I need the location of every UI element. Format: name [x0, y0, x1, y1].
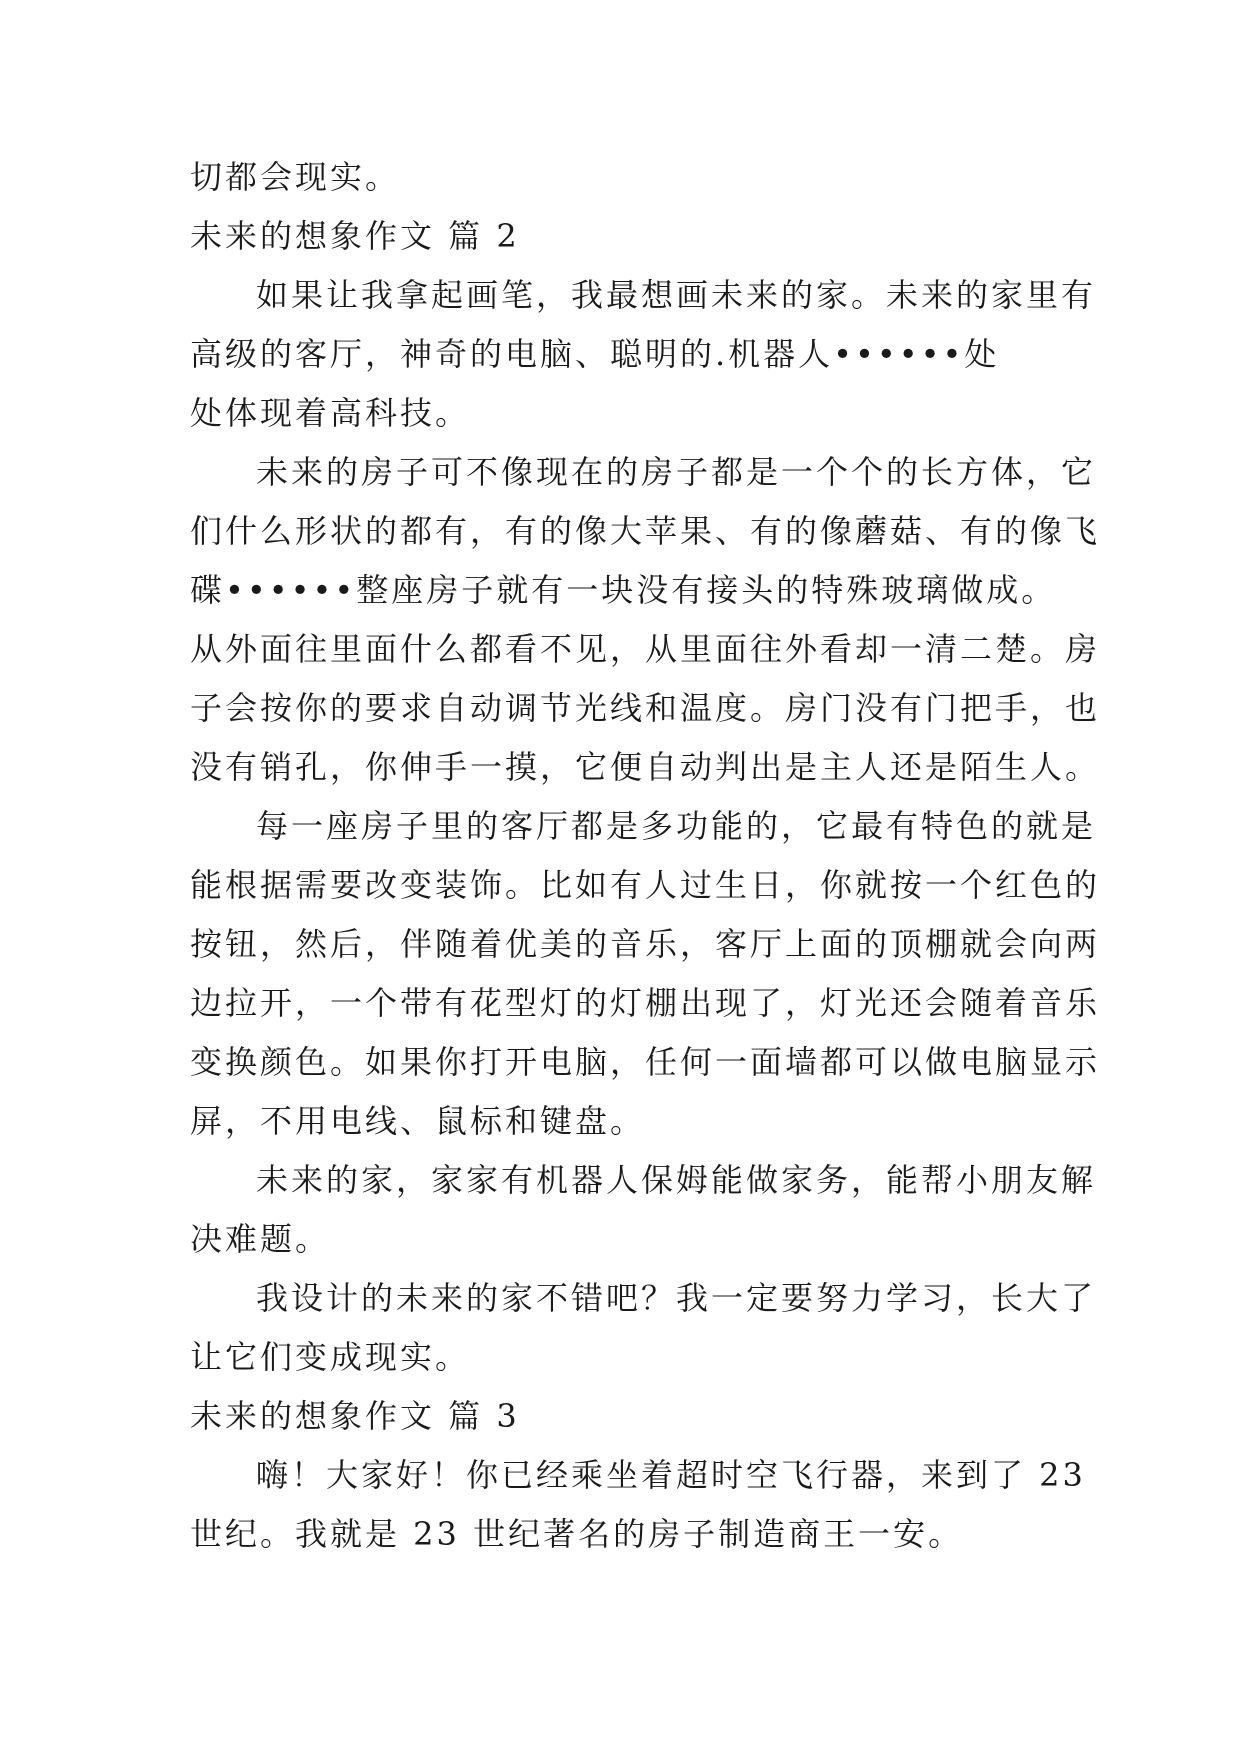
- paragraph-line: 没有销孔，你伸手一摸，它便自动判出是主人还是陌生人。: [190, 748, 1101, 786]
- paragraph-line: 我设计的未来的家不错吧？我一定要努力学习，长大了: [256, 1279, 1097, 1317]
- paragraph-line: 边拉开，一个带有花型灯的灯棚出现了，灯光还会随着音乐: [190, 984, 1101, 1022]
- paragraph-line: 高级的客厅，神奇的电脑、聪明的.机器人••••••处: [190, 335, 1000, 373]
- document-page: [190, 148, 1101, 1564]
- paragraph-line: 让它们变成现实。: [190, 1338, 471, 1376]
- paragraph-line: 屏，不用电线、鼠标和键盘。: [190, 1102, 646, 1140]
- paragraph-line: 每一座房子里的客厅都是多功能的，它最有特色的就是: [256, 807, 1097, 845]
- paragraph-line: 从外面往里面什么都看不见，从里面往外看却一清二楚。房: [190, 630, 1101, 668]
- paragraph-line: 未来的家，家家有机器人保姆能做家务，能帮小朋友解: [256, 1161, 1097, 1199]
- paragraph-line: 处体现着高科技。: [190, 394, 471, 432]
- paragraph-line: 按钮，然后，伴随着优美的音乐，客厅上面的顶棚就会向两: [190, 925, 1101, 963]
- paragraph-line: 子会按你的要求自动调节光线和温度。房门没有门把手，也: [190, 689, 1101, 727]
- paragraph-line: 未来的房子可不像现在的房子都是一个个的长方体，它: [256, 453, 1097, 491]
- paragraph-line: 们什么形状的都有，有的像大苹果、有的像蘑菇、有的像飞: [190, 512, 1101, 550]
- paragraph-line: 如果让我拿起画笔，我最想画未来的家。未来的家里有: [256, 276, 1097, 314]
- paragraph-line: 能根据需要改变装饰。比如有人过生日，你就按一个红色的: [190, 866, 1101, 904]
- paragraph-line: 世纪。我就是 23 世纪著名的房子制造商王一安。: [190, 1515, 964, 1553]
- section-heading: 未来的想象作文 篇 2: [190, 217, 520, 255]
- paragraph-line: 嗨！大家好！你已经乘坐着超时空飞行器，来到了 23: [256, 1456, 1086, 1494]
- paragraph-line: 变换颜色。如果你打开电脑，任何一面墙都可以做电脑显示: [190, 1043, 1101, 1081]
- section-heading: 未来的想象作文 篇 3: [190, 1397, 520, 1435]
- paragraph-line: 切都会现实。: [190, 158, 401, 196]
- paragraph-line: 碟••••••整座房子就有一块没有接头的特殊玻璃做成。: [190, 571, 1057, 609]
- paragraph-line: 决难题。: [190, 1220, 331, 1258]
